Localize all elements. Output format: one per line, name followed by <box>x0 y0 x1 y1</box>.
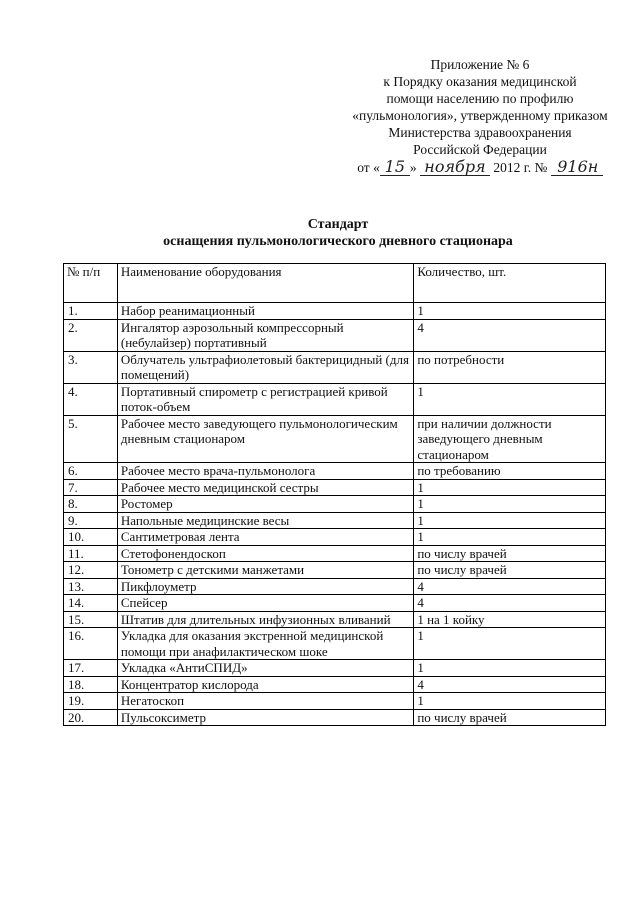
table-row <box>64 512 606 529</box>
table-row <box>64 463 606 480</box>
equipment-name: Спейсер <box>117 595 413 612</box>
row-number: 20. <box>64 709 118 726</box>
equipment-name: Ингалятор аэрозольный компрессорный (небулайзер) портативный <box>117 319 413 351</box>
table-row <box>64 660 606 677</box>
order-date-line <box>330 159 630 176</box>
equipment-quantity: по числу врачей <box>414 545 606 562</box>
handwritten-order-number: 916н <box>551 159 603 176</box>
equipment-name: Пикфлоуметр <box>117 578 413 595</box>
equipment-name: Рабочее место врача-пульмонолога <box>117 463 413 480</box>
table-row <box>64 529 606 546</box>
row-number: 4. <box>64 383 118 415</box>
equipment-name: Рабочее место медицинской сестры <box>117 479 413 496</box>
row-number: 12. <box>64 562 118 579</box>
equipment-name: Ростомер <box>117 496 413 513</box>
table-row <box>64 611 606 628</box>
equipment-quantity: 4 <box>414 676 606 693</box>
equipment-table <box>63 263 606 726</box>
appendix-line: Приложение № 6 <box>430 57 530 72</box>
equipment-quantity: 1 <box>414 628 606 660</box>
equipment-name: Набор реанимационный <box>117 303 413 320</box>
header-quantity: Количество, шт. <box>414 264 606 303</box>
table-row <box>64 319 606 351</box>
equipment-quantity: 1 <box>414 529 606 546</box>
equipment-quantity: 1 <box>414 383 606 415</box>
equipment-name: Негатоскоп <box>117 693 413 710</box>
header-number: № п/п <box>64 264 118 303</box>
row-number: 2. <box>64 319 118 351</box>
table-row <box>64 303 606 320</box>
document-title: Стандарт <box>307 217 369 232</box>
equipment-quantity: 1 <box>414 693 606 710</box>
table-row <box>64 545 606 562</box>
equipment-name: Тонометр с детскими манжетами <box>117 562 413 579</box>
table-row <box>64 578 606 595</box>
table-row <box>64 693 606 710</box>
equipment-quantity: 4 <box>414 595 606 612</box>
table-row <box>64 709 606 726</box>
row-number: 7. <box>64 479 118 496</box>
equipment-name: Напольные медицинские весы <box>117 512 413 529</box>
equipment-quantity: 4 <box>414 578 606 595</box>
equipment-quantity: 1 <box>414 303 606 320</box>
appendix-header <box>330 56 630 176</box>
appendix-line: «пульмонология», утвержденному приказом <box>352 108 608 123</box>
table-row <box>64 676 606 693</box>
equipment-name: Штатив для длительных инфузионных вливаний <box>117 611 413 628</box>
table-row <box>64 496 606 513</box>
row-number: 8. <box>64 496 118 513</box>
header-name: Наименование оборудования <box>117 264 413 303</box>
row-number: 1. <box>64 303 118 320</box>
equipment-quantity: 1 <box>414 496 606 513</box>
table-row <box>64 562 606 579</box>
equipment-quantity: 4 <box>414 319 606 351</box>
row-number: 15. <box>64 611 118 628</box>
equipment-quantity: 1 на 1 койку <box>414 611 606 628</box>
row-number: 19. <box>64 693 118 710</box>
date-prefix: от « <box>357 160 380 175</box>
row-number: 5. <box>64 415 118 463</box>
table-body <box>64 303 606 726</box>
equipment-name: Пульсоксиметр <box>117 709 413 726</box>
row-number: 6. <box>64 463 118 480</box>
handwritten-month: ноября <box>420 159 490 176</box>
equipment-name: Стетофонендоскоп <box>117 545 413 562</box>
row-number: 18. <box>64 676 118 693</box>
equipment-name: Рабочее место заведующего пульмонологическим дневным стационаром <box>117 415 413 463</box>
row-number: 16. <box>64 628 118 660</box>
row-number: 3. <box>64 351 118 383</box>
equipment-name: Укладка для оказания экстренной медицинской помощи при анафилактическом шоке <box>117 628 413 660</box>
table-row <box>64 351 606 383</box>
row-number: 14. <box>64 595 118 612</box>
equipment-name: Облучатель ультрафиолетовый бактерицидный (для помещений) <box>117 351 413 383</box>
equipment-name: Сантиметровая лента <box>117 529 413 546</box>
row-number: 13. <box>64 578 118 595</box>
row-number: 11. <box>64 545 118 562</box>
equipment-quantity: по числу врачей <box>414 709 606 726</box>
row-number: 9. <box>64 512 118 529</box>
table-row <box>64 383 606 415</box>
date-mid: » <box>409 160 417 175</box>
appendix-line: к Порядку оказания медицинской <box>383 74 577 89</box>
table-header-row <box>64 264 606 303</box>
equipment-quantity: 1 <box>414 479 606 496</box>
document-subtitle: оснащения пульмонологического дневного стационара <box>163 234 513 249</box>
appendix-line: Российской Федерации <box>413 142 547 157</box>
equipment-quantity: при наличии должности заведующего дневным стационаром <box>414 415 606 463</box>
equipment-name: Портативный спирометр с регистрацией кривой поток-объем <box>117 383 413 415</box>
row-number: 17. <box>64 660 118 677</box>
table-row <box>64 595 606 612</box>
date-year: 2012 г. № <box>493 160 548 175</box>
equipment-quantity: по числу врачей <box>414 562 606 579</box>
appendix-line: помощи населению по профилю <box>386 91 574 106</box>
equipment-quantity: 1 <box>414 660 606 677</box>
equipment-quantity: по требованию <box>414 463 606 480</box>
equipment-quantity: 1 <box>414 512 606 529</box>
equipment-quantity: по потребности <box>414 351 606 383</box>
row-number: 10. <box>64 529 118 546</box>
handwritten-day: 15 <box>380 159 410 176</box>
table-row <box>64 628 606 660</box>
appendix-line: Министерства здравоохранения <box>388 125 572 140</box>
equipment-name: Концентратор кислорода <box>117 676 413 693</box>
table-row <box>64 479 606 496</box>
equipment-name: Укладка «АнтиСПИД» <box>117 660 413 677</box>
table-row <box>64 415 606 463</box>
